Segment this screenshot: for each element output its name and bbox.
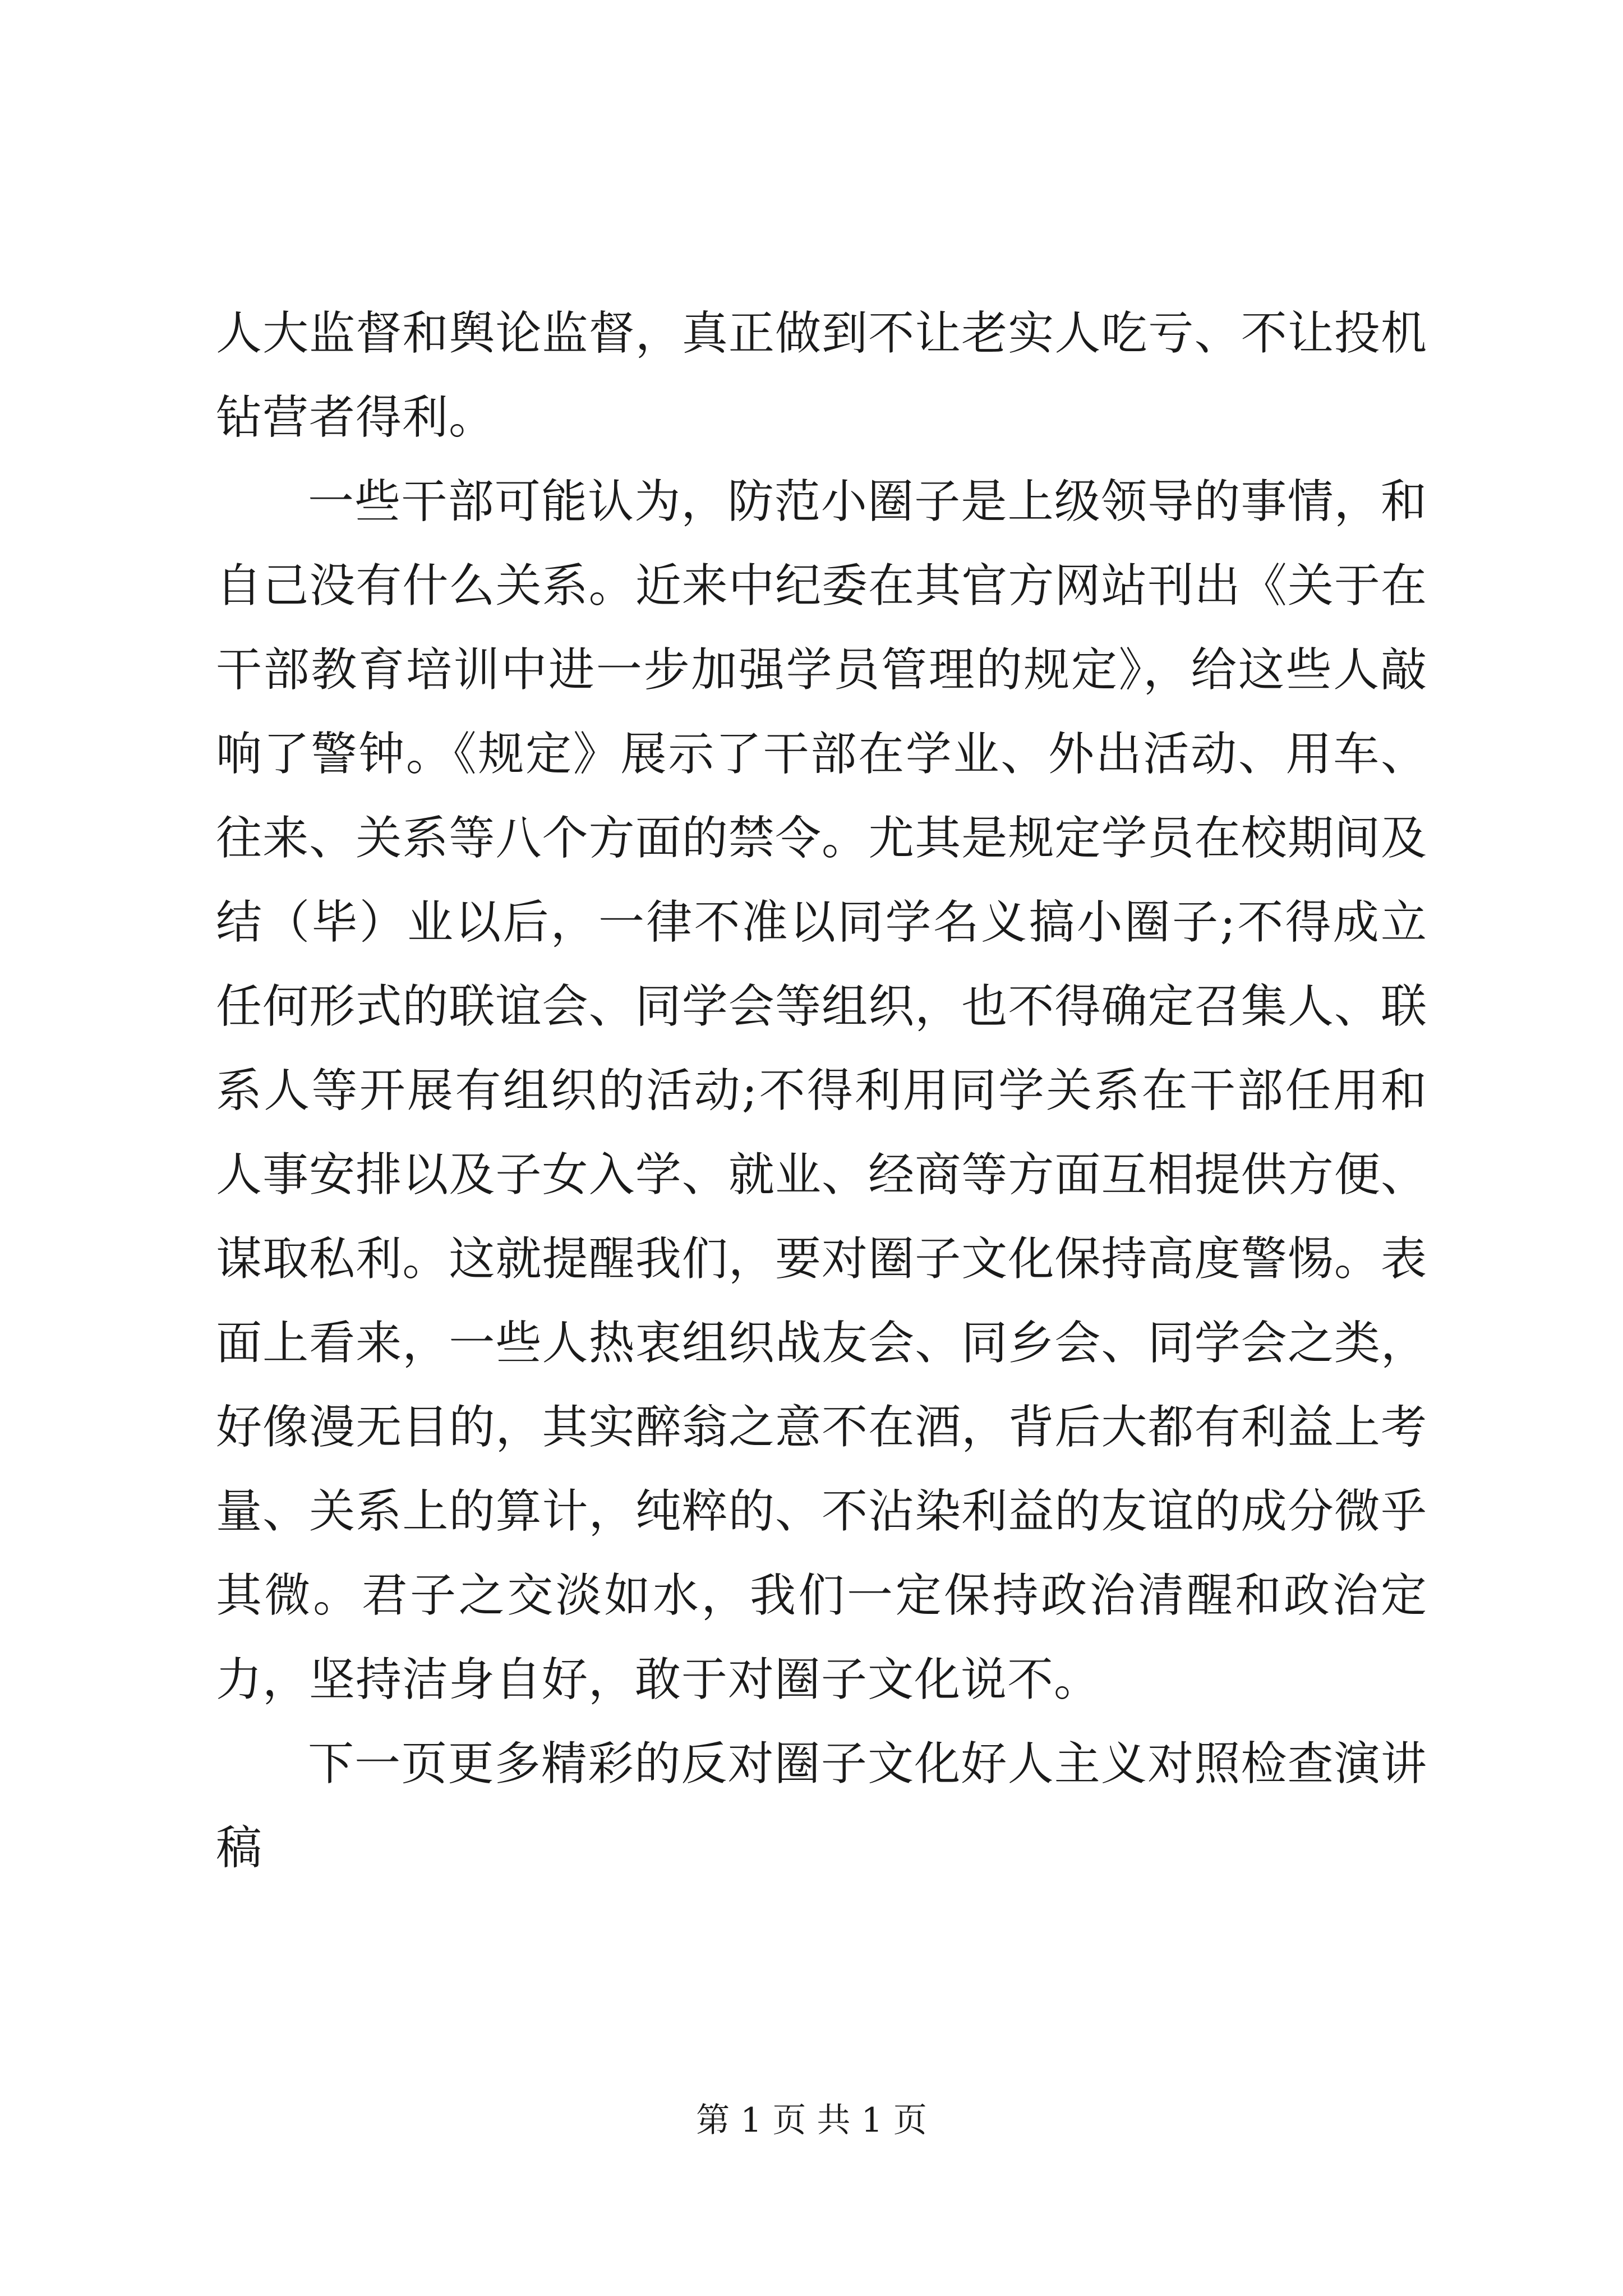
paragraph-continuation: 人大监督和舆论监督，真正做到不让老实人吃亏、不让投机钻营者得利。	[216, 307, 1427, 444]
paragraph-main: 一些干部可能认为，防范小圈子是上级领导的事情，和自己没有什么关系。近来中纪委在其官方网站刊出《关于在干部教育培训中进一步加强学员管理的规定》，给这些人敲响了警钟。《规定》展示了干部在学业、外出活动、用车、往来、关系等八个方面的禁令。尤其是规定学员在校期间及结（毕）业以后，一律不准以同学名义搞小圈子;不得成立任何形式的联谊会、同学会等组织，也不得确定召集人、联系人等开展有组织的活动;不得利用同学关系在干部任用和人事安排以及子女入学、就业、经商等方面互相提供方便、谋取私利。这就提醒我们，要对圈子文化保持高度警惕。表面上看来，一些人热衷组织战友会、同乡会、同学会之类，好像漫无目的，其实醉翁之意不在酒，背后大都有利益上考量、关系上的算计，纯粹的、不沾染利益的友谊的成分微乎其微。君子之交淡如水，我们一定保持政治清醒和政治定力，坚持洁身自好，敢于对圈子文化说不。	[216, 475, 1427, 1706]
document-body	[216, 292, 1427, 1890]
page-footer: 第 1 页 共 1 页	[696, 2101, 927, 2140]
paragraph-next-page-link: 下一页更多精彩的反对圈子文化好人主义对照检查演讲稿	[216, 1737, 1427, 1875]
